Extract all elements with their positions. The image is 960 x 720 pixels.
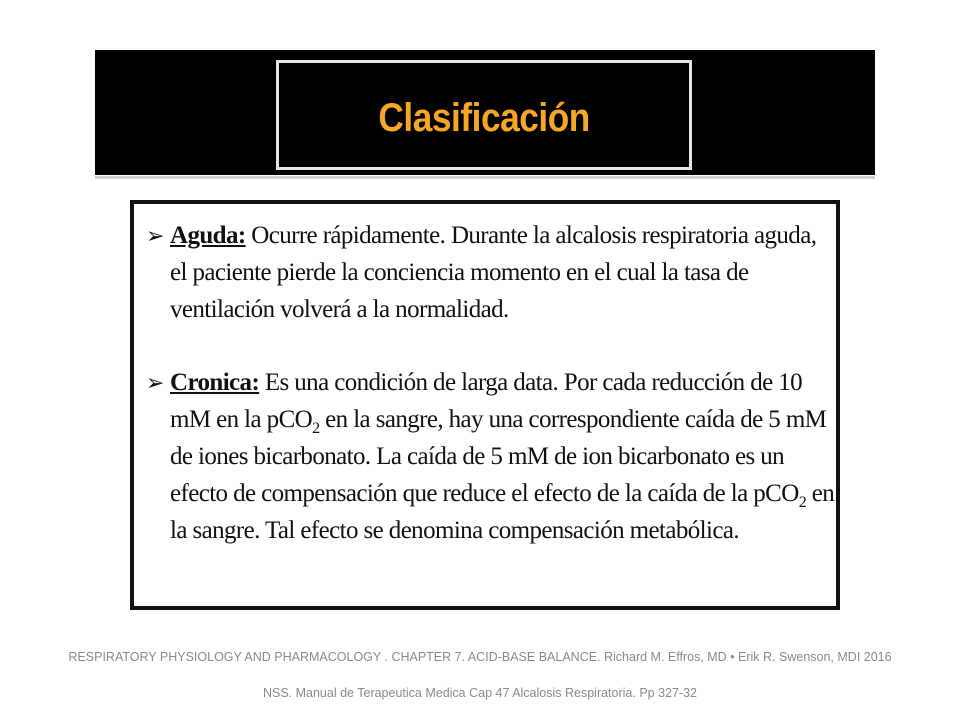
cronica-text-part-c: en la sangre. Tal efecto se denomina compensación metabólica. <box>170 480 835 544</box>
bullet-aguda <box>146 217 836 328</box>
subscript-2: 2 <box>798 494 807 511</box>
arrow-bullet-icon: ➢ <box>146 370 164 395</box>
cronica-text-part-a: Es una condición de larga data. Por cada reducción de 10 mM en la pCO <box>170 369 803 433</box>
term-aguda: Aguda: <box>170 222 246 249</box>
banner-divider <box>95 176 875 179</box>
subscript-2: 2 <box>312 420 320 437</box>
term-cronica: Cronica: <box>170 369 260 396</box>
content-frame <box>130 200 840 610</box>
bullet-cronica-text <box>170 364 836 549</box>
arrow-bullet-icon: ➢ <box>146 223 164 248</box>
footer-reference-1: RESPIRATORY PHYSIOLOGY AND PHARMACOLOGY . CHAPTER 7. ACID-BASE BALANCE. Richard M. Effros, MD • Erik R. Swenson, MDI 2016 <box>68 650 892 664</box>
title-frame <box>276 60 692 170</box>
footer-reference-2: NSS. Manual de Terapeutica Medica Cap 47 Alcalosis Respiratoria. Pp 327-32 <box>262 686 698 700</box>
slide-title: Clasificación <box>378 95 590 140</box>
bullet-cronica <box>146 364 836 549</box>
aguda-description: Ocurre rápidamente. Durante la alcalosis respiratoria aguda, el paciente pierde la conciencia momento en el cual la tasa de ventilación volverá a la normalidad. <box>170 222 817 323</box>
bullet-aguda-text <box>170 217 836 328</box>
cronica-text-part-b: en la sangre, hay una correspondiente caída de 5 mM de iones bicarbonato. La caída de 5 mM de ion bicarbonato es un efecto de compensación que reduce el efecto de la caída de la pCO <box>170 406 827 507</box>
